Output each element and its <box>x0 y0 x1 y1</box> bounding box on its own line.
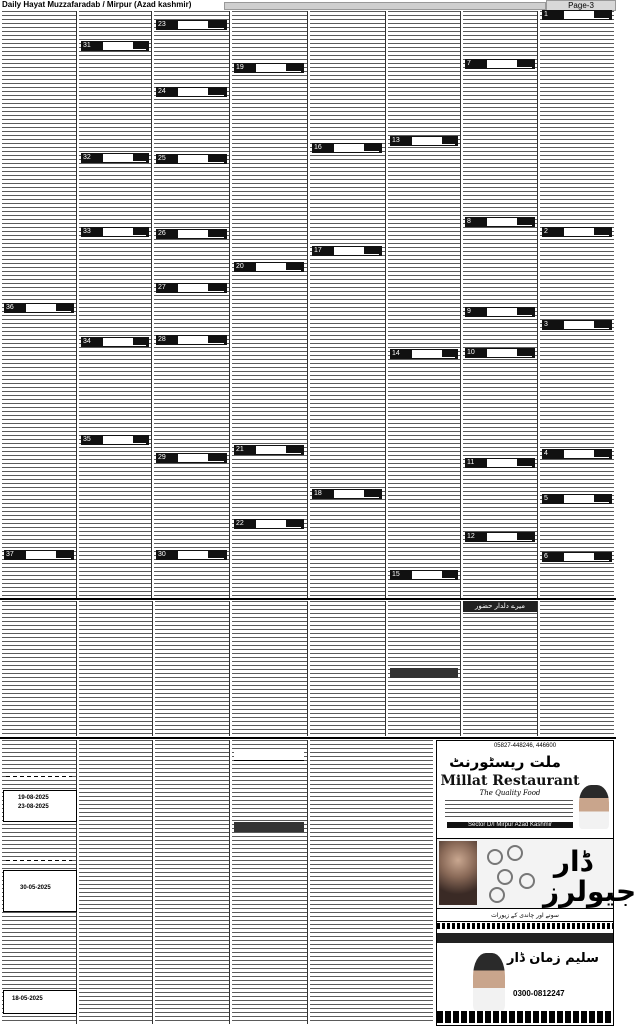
notice-tag: 32 <box>81 153 149 163</box>
column-heading: میرے دلدار حضور <box>463 601 537 612</box>
header-rule <box>224 2 546 10</box>
lower-column-4 <box>232 740 308 1024</box>
notice-tag: 13 <box>390 136 458 146</box>
notice-tag: 25 <box>156 154 227 164</box>
date-notice-box <box>3 990 77 1014</box>
date-notice-box <box>3 870 77 912</box>
page-number: Page-3 <box>546 0 616 11</box>
jewellers-contact-ad <box>436 908 614 1026</box>
owner-name: سلیم زمان ڈار <box>507 951 599 966</box>
notice-tag: 11 <box>465 458 535 468</box>
editorial-column-4 <box>232 601 308 736</box>
notice-tag: 15 <box>390 570 458 580</box>
restaurant-tagline: The Quality Food <box>479 789 541 797</box>
ring-icon <box>497 869 513 885</box>
notice-tag: 21 <box>234 445 304 455</box>
lower-column-2 <box>79 740 153 1024</box>
notice-tag: 2 <box>542 227 612 237</box>
dashed-divider <box>6 776 72 777</box>
notice-tag: 5 <box>542 494 612 504</box>
restaurant-sector: Sector D/I Mirpur Azad Kashmir <box>447 822 573 828</box>
notice-date: 23-08-2025 <box>18 804 49 810</box>
notice-tag: 8 <box>465 217 535 227</box>
column-5 <box>310 11 386 598</box>
column-2 <box>79 11 152 598</box>
model-photo <box>439 841 477 905</box>
owner-photo <box>579 785 609 829</box>
notice-tag: 16 <box>312 143 382 153</box>
owner-photo <box>473 953 505 1011</box>
notice-tag: 29 <box>156 453 227 463</box>
notice-tag: 14 <box>390 349 458 359</box>
editorial-column-3 <box>155 601 230 736</box>
notice-tag: 22 <box>234 519 304 529</box>
column-7 <box>463 11 538 598</box>
notice-tag: 1 <box>542 10 612 20</box>
news-heading <box>234 822 304 832</box>
owner-phone: 0300-0812247 <box>513 989 565 998</box>
restaurant-english-name: Millat Restaurant <box>440 773 580 789</box>
notice-tag: 20 <box>234 262 304 272</box>
notice-tag: 6 <box>542 552 612 562</box>
notice-tag: 24 <box>156 87 227 97</box>
jewellers-name: ڈار جیولرز <box>543 845 636 908</box>
notice-tag: 36 <box>4 303 74 313</box>
notice-tag: 12 <box>465 532 535 542</box>
editorial-column-7 <box>463 601 538 736</box>
notice-tag: 30 <box>156 550 227 560</box>
notice-tag: 28 <box>156 335 227 345</box>
notice-tag: 9 <box>465 307 535 317</box>
page-header <box>0 0 616 10</box>
ring-icon <box>489 887 505 903</box>
notice-tag: 33 <box>81 227 149 237</box>
column-8 <box>540 11 614 598</box>
ring-icon <box>487 849 503 865</box>
editorial-section <box>0 601 616 736</box>
jewellers-ad <box>436 838 636 910</box>
notice-date: 18-05-2025 <box>12 996 43 1002</box>
notice-tag: 23 <box>156 20 227 30</box>
notice-tag: 17 <box>312 246 382 256</box>
newspaper-title: Daily Hayat Muzzafaradab / Mirpur (Azad kashmir) <box>2 0 192 9</box>
notice-tag: 18 <box>312 489 382 499</box>
section-divider <box>0 737 616 739</box>
address-strip <box>437 1011 613 1023</box>
editorial-column-2 <box>79 601 153 736</box>
editorial-column-5 <box>310 601 386 736</box>
notice-tag: 35 <box>81 435 149 445</box>
notice-tag: 31 <box>81 41 149 51</box>
notice-tag: 7 <box>465 59 535 69</box>
column-3 <box>154 11 230 598</box>
notices-upper-section <box>0 11 616 598</box>
ad-strip <box>437 933 613 943</box>
notice-tag: 37 <box>4 550 74 560</box>
lower-column-3 <box>155 740 230 1024</box>
ring-icon <box>507 845 523 861</box>
notice-tag: 19 <box>234 63 304 73</box>
editorial-column-8 <box>540 601 614 736</box>
section-divider <box>0 598 616 600</box>
lower-column-5 <box>310 740 433 1024</box>
restaurant-phone: 05827-448246, 446600 <box>493 743 557 749</box>
notice-date: 30-05-2025 <box>20 885 51 891</box>
ring-icon <box>519 873 535 889</box>
ad-strip: سونے اور چاندی کے زیورات <box>437 911 613 922</box>
editorial-subheading <box>390 668 458 678</box>
column-6 <box>388 11 461 598</box>
notice-date: 19-08-2025 <box>18 795 49 801</box>
news-heading <box>234 750 304 761</box>
notice-tag: 34 <box>81 337 149 347</box>
editorial-column-1 <box>2 601 77 736</box>
restaurant-description <box>445 800 573 818</box>
restaurant-urdu-name: ملت ریسٹورنٹ <box>449 753 561 771</box>
ad-strip <box>437 923 613 929</box>
restaurant-ad <box>436 740 614 840</box>
notice-tag: 10 <box>465 348 535 358</box>
column-4 <box>232 11 308 598</box>
notice-tag: 3 <box>542 320 612 330</box>
notice-tag: 26 <box>156 229 227 239</box>
dashed-divider <box>6 860 72 861</box>
notice-tag: 27 <box>156 283 227 293</box>
date-notice-box <box>3 790 77 822</box>
notice-tag: 4 <box>542 449 612 459</box>
